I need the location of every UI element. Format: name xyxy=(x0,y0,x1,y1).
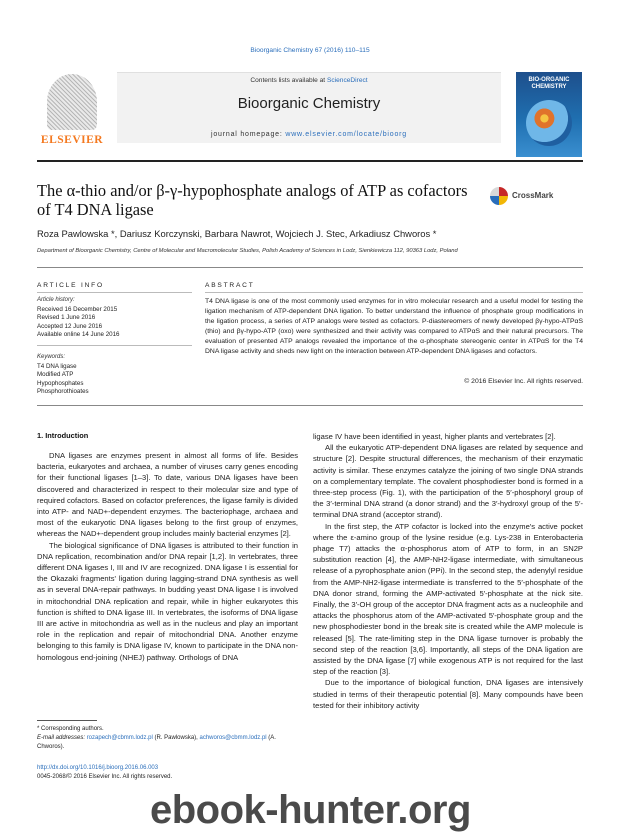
keyword: Phosphorothioates xyxy=(37,388,89,396)
affiliation: Department of Bioorganic Chemistry, Centre of Molecular and Macromolecular Studies, Polish Academy of Sciences in Lodz, Sienkiewicza 112, 90363 Lodz, Poland xyxy=(37,248,458,254)
divider xyxy=(37,345,192,346)
homepage-line: journal homepage: www.elsevier.com/locate/bioorg xyxy=(211,131,407,138)
watermark: ebook-hunter.org xyxy=(150,788,471,832)
keyword: T4 DNA ligase xyxy=(37,363,77,370)
history-item: Available online 14 June 2016 xyxy=(37,331,120,339)
doi-link[interactable]: http://dx.doi.org/10.1016/j.bioorg.2016.06.003 xyxy=(37,765,159,771)
footnote-divider xyxy=(37,720,97,721)
paragraph: The biological significance of DNA ligases is attributed to their function in DNA replication, recombination and/or DNA repair [1,2]. In vertebrates, three different DNA ligases I, III and IV are recognized. DNA ligase I is essential for the Okazaki fragments' ligation during lagging-strand DNA synthesis as well as in several DNA-repair pathways. In budding yeast DNA ligase I is involved in mitochondrial DNA replication and repair, while in higher eukaryotes this function is shifted to DNA ligase III. In vertebrates, the isoforms of DNA ligase III are active in mitochondria as well as in the nucleus and play an important role in the replication and repair of mitochondrial DNA. Another enzyme belonging to this family is DNA ligase IV, known to participate in the DNA non-homologous end-joining (NHEJ) pathway. Orthologs of DNA xyxy=(37,540,298,662)
doi-block xyxy=(37,764,298,782)
paragraph: Due to the importance of biological function, DNA ligases are intensively studied in terms of their therapeutic potential [8]. Many compounds have been tested for their inhibitory activity xyxy=(313,678,583,710)
abstract-text: T4 DNA ligase is one of the most commonly used enzymes for in vitro molecular research and a useful model for testing the ligation mechanism of ATP-dependent DNA ligation. To better understand the influence of phosphate group modifications in the ligation process, a series of ATP analogs were tested as cofactors. P-diastereomers of newly developed βγ-hypo-ATPαS (thio) and βγ-hypo-ATP (oxo) were synthesized and their activity was compared to ATPαS and their natural precursors. The evaluation of presented ATP analogs revealed the importance of the α-phosphate stereogenic center in ATPαS for the T4 DNA ligase activity and sheds new light on the interaction between ATP-dependent DNA ligases and cofactors. xyxy=(205,298,583,356)
copyright-notice: © 2016 Elsevier Inc. All rights reserved. xyxy=(464,378,583,385)
keywords-label: Keywords: xyxy=(37,354,66,360)
paragraph: In the first step, the ATP cofactor is locked into the enzyme's active pocket where the ε-amino group of the lysine residue (e.g. Lys-238 in Enterobacteria phage T7) attacks the α-phosphorus atom of ATP to form, in an SN2P substitution reaction [4], the AMP-NH2-ligase intermediate, with simultaneous release of a pyrophosphate anion (PPi). In the second step, the adenylyl residue from the AMP-NH2-ligase intermediate is transferred to the 5′-phosphate of the DNA donor strand, forming the AMP-activated 5′-phosphate at the nick site. Finally, the 3′-OH group of the acceptor DNA fragment acts as a nucleophile and attacks the phosphorus atom of the AMP-activated 5′-phosphate group and the new phosphodiester bond in the break site is created while the AMP molecule is released [5]. The rate-limiting step in the DNA ligase turnover is probably the second step of the reaction [3,6]. Importantly, all steps of the DNA ligation are assisted by the DNA ligase [7] while exogenous ATP is not required for the last step of the reaction [3]. xyxy=(313,521,583,677)
email-addresses: E-mail addresses: rozapech@cbmm.lodz.pl (R. Pawlowska), achworos@cbmm.lodz.pl (A. Chworos). xyxy=(37,735,276,750)
history-item: Revised 1 June 2016 xyxy=(37,314,96,322)
footnote xyxy=(37,725,298,752)
sciencedirect-link[interactable]: ScienceDirect xyxy=(326,77,368,84)
contents-line: Contents lists available at ScienceDirect xyxy=(250,77,368,84)
journal-masthead xyxy=(117,72,501,143)
journal-header xyxy=(37,72,583,158)
email-link[interactable]: achworos@cbmm.lodz.pl xyxy=(199,735,267,741)
abstract-heading: ABSTRACT xyxy=(205,282,255,289)
crossmark-badge[interactable] xyxy=(490,187,584,207)
divider xyxy=(37,267,583,268)
keyword: Hypophosphates xyxy=(37,379,84,387)
article-info-heading: ARTICLE INFO xyxy=(37,282,104,289)
journal-cover-image[interactable] xyxy=(516,72,582,157)
crossmark-label: CrossMark xyxy=(512,191,554,200)
elsevier-logo xyxy=(37,74,107,152)
history-label: Article history: xyxy=(37,297,75,303)
corresponding-authors-note: * Corresponding authors. xyxy=(37,726,104,732)
divider xyxy=(37,292,192,293)
publisher-name: ELSEVIER xyxy=(40,134,104,146)
cover-graphic xyxy=(526,100,572,146)
keyword: Modified ATP xyxy=(37,371,74,379)
section-heading: 1. Introduction xyxy=(37,431,89,440)
email-link[interactable]: rozapech@cbmm.lodz.pl xyxy=(86,735,153,741)
divider xyxy=(205,292,583,293)
history-list xyxy=(37,306,192,340)
divider xyxy=(37,405,583,406)
paragraph: DNA ligases are enzymes present in almost all forms of life. Besides bacteria, eukaryotes and archaea, a number of viruses carry genes encoding for their functional ligases [1–3]. To date, various DNA ligases have been discovered and characterized in respect to their molecular size and type of required cofactors. Based on cofactor preferences, the ligase family is divided into ATP- and NAD+-dependent enzymes. The bacteriophage, archaea and most of the eukaryotic DNA ligases belong to the first group of enzymes, whereas the NAD+-dependent group includes mainly bacterial enzymes [2]. xyxy=(37,451,298,539)
history-item: Accepted 12 June 2016 xyxy=(37,322,103,330)
article-title: The α-thio and/or β-γ-hypophosphate analogs of ATP as cofactors of T4 DNA ligase xyxy=(37,181,468,219)
body-column-right xyxy=(313,431,583,711)
body-column-left xyxy=(37,450,298,663)
history-item: Received 16 December 2015 xyxy=(37,306,118,313)
keyword-list xyxy=(37,363,192,397)
paragraph: All the eukaryotic ATP-dependent DNA ligases are related by sequence and structure [2]. Despite structural differences, the mechanism of their enzymatic activity is similar. These enzymes catalyze the joining of two single DNA strands on a complementary template. The covalent phosphodiester bond is formed in a three-step process (Fig. 1), with the participation of the 5′-phosphoryl group of the 3′-terminal DNA strand (a donor strand) and the 3′-hydroxyl group of the 5′-terminal DNA strand (acceptor strand). xyxy=(313,443,583,520)
journal-title: Bioorganic Chemistry xyxy=(237,95,381,112)
crossmark-icon xyxy=(490,187,508,205)
paragraph: ligase IV have been identified in yeast, higher plants and vertebrates [2]. xyxy=(313,432,556,441)
author-list: Roza Pawlowska *, Dariusz Korczynski, Barbara Nawrot, Wojciech J. Stec, Arkadiusz Chworos * xyxy=(37,228,437,239)
header-divider xyxy=(37,160,583,162)
journal-homepage-link[interactable]: www.elsevier.com/locate/bioorg xyxy=(285,131,407,138)
issn-line: 0045-2068/© 2016 Elsevier Inc. All rights reserved. xyxy=(37,774,173,780)
tree-icon xyxy=(47,74,97,130)
journal-reference[interactable]: Bioorganic Chemistry 67 (2016) 110–115 xyxy=(250,47,370,54)
cover-title: BIO-ORGANIC CHEMISTRY xyxy=(528,77,570,90)
